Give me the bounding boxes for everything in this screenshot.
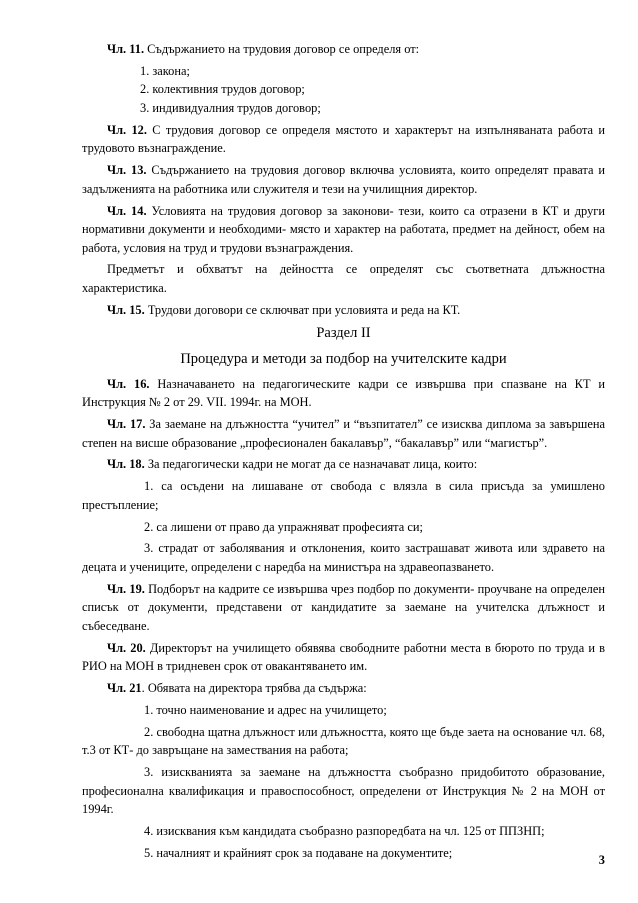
article-11 [82,40,605,59]
article-text: За заемане на длъжността “учител” и “възпитател” се изисква диплома за завършена степен на висше образование „професионален бакалавър”, “бакалавър” или “магистър”. [82,417,605,450]
article-text: Съдържанието на трудовия договор включва условията, които определят правата и задълженията на работника или служителя и тези на училищния директор. [82,163,605,196]
article-17 [82,415,605,452]
article-20 [82,639,605,676]
article-21 [82,679,605,698]
article-label: Чл. 15. [107,302,145,317]
article-label: Чл. 16. [107,376,150,391]
article-text: Трудови договори се сключват при условията и реда на КТ. [144,302,461,317]
article-text: Условията на трудовия договор за законови- тези, които са отразени в КТ и други нормативни документи и необходими- място и характер на работата, предмет на дейност, обем на работа, условия на труд и трудови възнаграждения. [82,203,605,255]
article-text: За педагогически кадри не могат да се назначават лица, които: [144,457,478,472]
list-item: 4. изисквания към кандидата съобразно разпоредбата на чл. 125 от ППЗНП; [144,823,545,838]
list-item: 1. са осъдени на лишаване от свобода с влязла в сила присъда за умишлено престъпление; [82,479,605,512]
list-item: 5. началният и крайният срок за подаване на документите; [144,845,453,860]
article-12 [82,121,605,158]
document-body [82,40,605,866]
article-text: . Обявата на директора трябва да съдържа: [141,681,367,696]
article-19 [82,580,605,636]
article-text: С трудовия договор се определя мястото и характерът на изпълняваната работа и трудовото възнаграждение. [82,122,605,156]
article-label: Чл. 19. [107,581,145,596]
article-14 [82,202,605,258]
list-item: 1. точно наименование и адрес на училището; [144,702,387,717]
article-label: Чл. 18. [107,457,145,472]
article-13 [82,161,605,198]
article-18 [82,455,605,474]
list-item: 3. индивидуалния трудов договор; [140,100,321,115]
article-label: Чл. 13. [107,163,147,178]
section-heading: Раздел II [316,324,371,341]
list-item: 3. страдат от заболявания и отклонения, които застрашават живота или здравето на децата и учениците, определени с наредба на министъра на здравеопазването. [82,541,605,574]
list-item: 2. свободна щатна длъжност или длъжността, която ще бъде заета на основание чл. 68, т.3 от КТ- до завръщане на замествания на работа; [82,724,605,758]
article-label: Чл. 11. [107,42,145,56]
article-14-continuation: Предметът и обхватът на дейността се определят със съответната длъжностна характеристика. [82,262,605,296]
article-label: Чл. 14. [107,203,147,218]
article-text: Подборът на кадрите се извършва чрез подбор по документи- проучване на определен списък от документи, представени от кандидатите за заемане на учителска длъжност и събеседване. [82,581,605,633]
list-item: 2. колективния трудов договор; [140,82,305,97]
article-label: Чл. 12. [107,122,147,137]
article-label: Чл. 17. [107,417,146,431]
page-number: 3 [598,853,605,867]
article-15 [82,301,605,320]
article-16 [82,375,605,412]
list-item: 3. изискванията за заемане на длъжността съобразно придобитото образование, професионална квалификация и правоспособност, определени от Инструкция № 2 на МОН от 1994г. [82,764,605,817]
list-item: 1. закона; [140,63,190,78]
article-label: Чл. 21 [107,681,142,696]
article-text: Директорът на училището обявява свободните работни места в бюрото по труда и в РИО на МОН в тридневен срок от овакантяването им. [82,640,605,674]
list-item: 2. са лишени от право да упражняват професията си; [144,519,423,534]
article-text: Назначаването на педагогическите кадри се извършва при спазване на КТ и Инструкция № 2 от 29. VII. 1994г. на МОН. [82,376,606,410]
article-label: Чл. 20. [107,640,146,655]
article-text: Съдържанието на трудовия договор се определя от: [144,42,420,56]
section-title: Процедура и методи за подбор на учителските кадри [180,350,507,367]
